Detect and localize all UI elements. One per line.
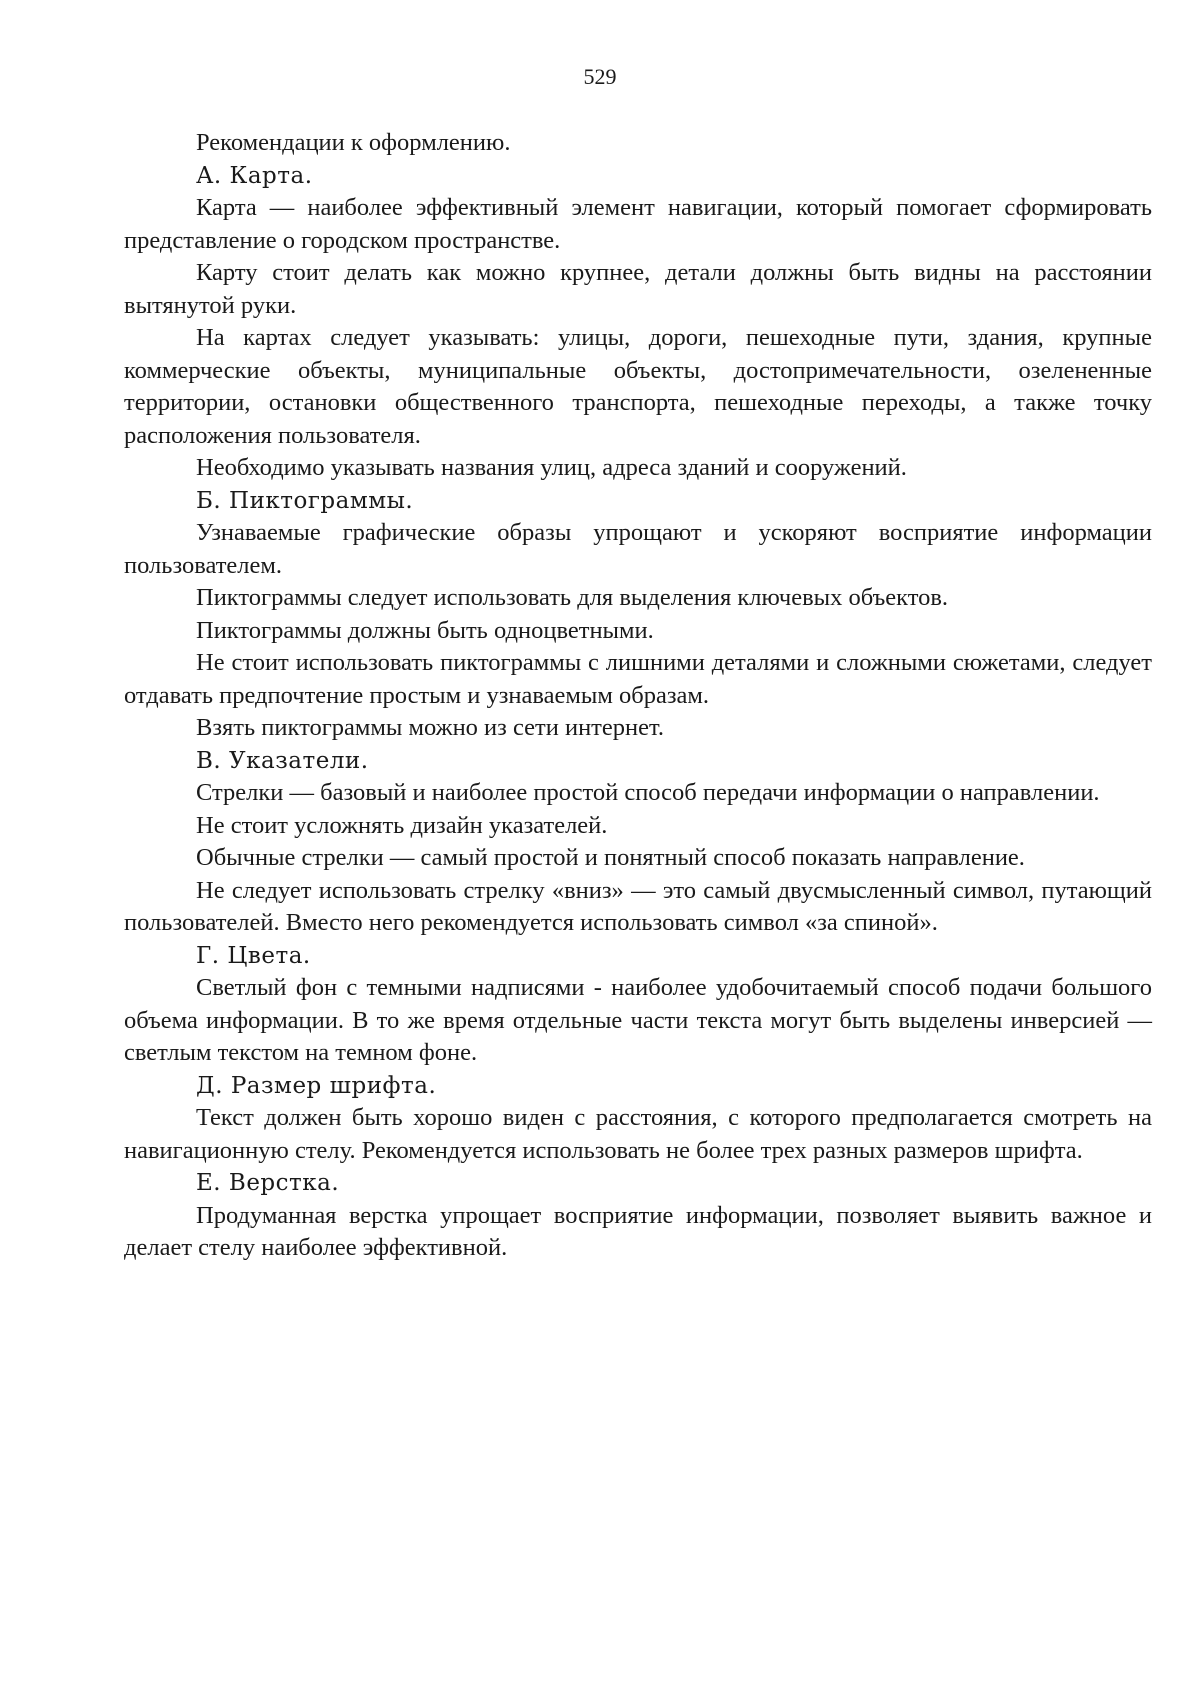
paragraph: Текст должен быть хорошо виден с расстояния, с которого предполагается смотреть на навигационную стелу. Рекомендуется использовать не более трех разных размеров шрифта. (124, 1104, 1152, 1164)
paragraph: Не следует использовать стрелку «вниз» — это самый двусмысленный символ, путающий пользователей. Вместо него рекомендуется использовать символ «за спиной». (124, 876, 1152, 936)
paragraph: Необходимо указывать названия улиц, адреса зданий и сооружений. (196, 454, 907, 481)
paragraph: Стрелки — базовый и наиболее простой способ передачи информации о направлении. (196, 779, 1100, 806)
section-heading-map: А. Карта. (196, 162, 313, 189)
paragraph: Не стоит усложнять дизайн указателей. (196, 811, 608, 839)
intro-paragraph: Рекомендации к оформлению. (196, 129, 511, 156)
section-heading-pictograms: Б. Пиктограммы. (196, 487, 414, 514)
section-heading-colors: Г. Цвета. (196, 942, 311, 969)
paragraph: Узнаваемые графические образы упрощают и ускоряют восприятие информации пользователем. (124, 519, 1152, 579)
paragraph: Светлый фон с темными надписями - наиболее удобочитаемый способ подачи большого объема информации. В то же время отдельные части текста могут быть выделены инверсией — светлым текстом на темном фоне. (124, 974, 1152, 1066)
paragraph: Карту стоит делать как можно крупнее, детали должны быть видны на расстоянии вытянутой руки. (124, 259, 1152, 319)
document-body (124, 127, 1152, 1265)
paragraph: Обычные стрелки — самый простой и понятный способ показать направление. (196, 844, 1025, 871)
section-heading-layout: Е. Верстка. (196, 1170, 340, 1196)
paragraph: На картах следует указывать: улицы, дороги, пешеходные пути, здания, крупные коммерческие объекты, муниципальные объекты, достопримечательности, озелененные территории, остановки общественного транспорта, пешеходные переходы, а также точку расположения пользователя. (124, 324, 1152, 449)
section-heading-font-size: Д. Размер шрифта. (196, 1072, 437, 1099)
paragraph: Взять пиктограммы можно из сети интернет. (196, 714, 664, 741)
paragraph: Пиктограммы должны быть одноцветными. (196, 616, 654, 644)
paragraph: Не стоит использовать пиктограммы с лишними деталями и сложными сюжетами, следует отдавать предпочтение простым и узнаваемым образам. (124, 649, 1152, 709)
paragraph: Пиктограммы следует использовать для выделения ключевых объектов. (196, 584, 949, 611)
section-heading-signs: В. Указатели. (196, 747, 369, 774)
paragraph: Продуманная верстка упрощает восприятие информации, позволяет выявить важное и делает стелу наиболее эффективной. (124, 1201, 1152, 1261)
page-number: 529 (583, 64, 617, 89)
paragraph: Карта — наиболее эффективный элемент навигации, который помогает сформировать представление о городском пространстве. (124, 194, 1152, 254)
